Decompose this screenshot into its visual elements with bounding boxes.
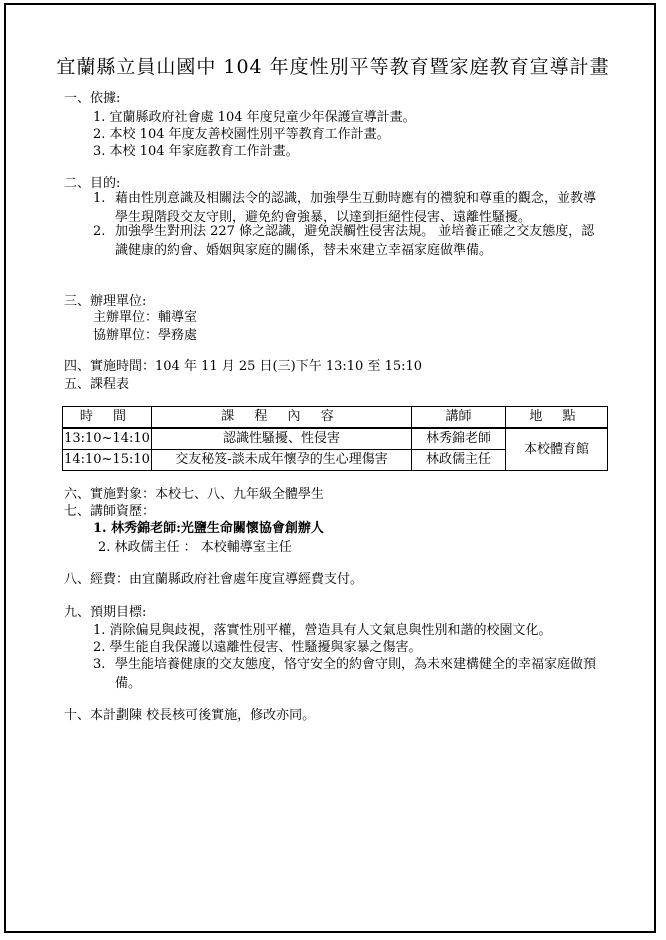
- header-location: 地 點: [506, 407, 608, 429]
- basis-item-number: 2.: [93, 127, 106, 142]
- goal-item-text: 消除偏見與歧視，落實性別平權，營造具有人文氣息與性別和諧的校園文化。: [109, 623, 552, 638]
- row-location: 本校體育館: [506, 428, 608, 471]
- lecturer-item: [93, 520, 324, 537]
- row-time: 14:10~15:10: [63, 450, 152, 471]
- row-content: 認識性騷擾、性侵害: [152, 428, 412, 450]
- lecturer-item-number: 2.: [98, 540, 111, 555]
- goal-item-number: 3.: [93, 657, 106, 672]
- basis-item-number: 3.: [93, 144, 106, 159]
- basis-item-text: 宜蘭縣政府社會處 104 年度兒童少年保護宣導計畫。: [109, 110, 416, 125]
- basis-item: [93, 143, 299, 160]
- organizer-co-host: 協辦單位：學務處: [93, 328, 198, 343]
- section-funding: 八、經費：由宜蘭縣政府社會處年度宣導經費支付。: [64, 572, 364, 587]
- schedule-table: [62, 406, 608, 471]
- table-row: [63, 428, 608, 450]
- purpose-item-number: 1.: [93, 191, 106, 206]
- lecturer-item-text: 林政儒主任 ： 本校輔導室主任: [114, 540, 292, 555]
- section-basis-heading: 一、依據:: [64, 91, 121, 106]
- section-audience: 六、實施對象：本校七、八、九年級全體學生: [64, 487, 325, 502]
- row-content: 交友秘笈-談未成年懷孕的生心理傷害: [152, 450, 412, 471]
- purpose-item-number: 2.: [93, 224, 106, 239]
- lecturer-item-number: 1.: [93, 521, 107, 536]
- row-lecturer: 林政儒主任: [412, 450, 506, 471]
- purpose-item-text: 藉由性別意識及相關法令的認識，加強學生互動時應有的禮貌和尊重的觀念，並教導學生現階段交友守則，避免約會強暴，以達到拒絕性侵害、遠離性騷擾。: [115, 191, 597, 225]
- purpose-item: [93, 222, 605, 260]
- row-lecturer: 林秀錦老師: [412, 428, 506, 450]
- section-lecturers-heading: 七、講師資歷：: [64, 504, 156, 519]
- goal-item-number: 1.: [93, 623, 106, 638]
- basis-item-text: 本校 104 年度友善校園性別平等教育工作計畫。: [109, 127, 390, 142]
- header-lecturer: 講師: [412, 407, 506, 429]
- document-title: 宜蘭縣立員山國中 104 年度性別平等教育暨家庭教育宣導計畫: [56, 56, 610, 78]
- lecturer-item-text: 林秀錦老師:光鹽生命關懷協會創辦人: [111, 521, 324, 536]
- goal-item-text: 學生能自我保護以遠離性侵害、性騷擾與家暴之傷害。: [109, 640, 422, 655]
- section-schedule-heading: 五、課程表: [64, 377, 130, 392]
- lecturer-item: [98, 539, 292, 556]
- header-time: 時 間: [63, 407, 152, 429]
- section-approval: 十、本計劃陳 校長核可後實施，修改亦同。: [64, 708, 316, 723]
- basis-item: [93, 126, 390, 143]
- section-purpose-heading: 二、目的:: [64, 176, 121, 191]
- organizer-host: 主辦單位：輔導室: [93, 310, 198, 325]
- section-organizer-heading: 三、辦理單位:: [64, 294, 147, 309]
- goal-item: [93, 622, 552, 639]
- goal-item: [93, 655, 605, 693]
- purpose-item-text: 加強學生對刑法 227 條之認識，避免誤觸性侵害法規。 並培養正確之交友態度，認識健康的約會、婚姻與家庭的關係，替未來建立幸福家庭做準備。: [115, 224, 595, 258]
- section-time: 四、實施時間：104 年 11 月 25 日(三)下午 13:10 至 15:10: [64, 359, 423, 374]
- table-header-row: [63, 407, 608, 429]
- header-content: 課 程 內 容: [152, 407, 412, 429]
- goal-item: [93, 639, 422, 656]
- goal-item-text: 學生能培養健康的交友態度，恪守安全的約會守則，為未來建構健全的幸福家庭做預備。: [115, 657, 597, 691]
- row-time: 13:10~14:10: [63, 428, 152, 450]
- goal-item-number: 2.: [93, 640, 106, 655]
- basis-item-number: 1.: [93, 110, 106, 125]
- basis-item: [93, 109, 416, 126]
- section-goals-heading: 九、預期目標:: [64, 605, 147, 620]
- basis-item-text: 本校 104 年家庭教育工作計畫。: [109, 144, 299, 159]
